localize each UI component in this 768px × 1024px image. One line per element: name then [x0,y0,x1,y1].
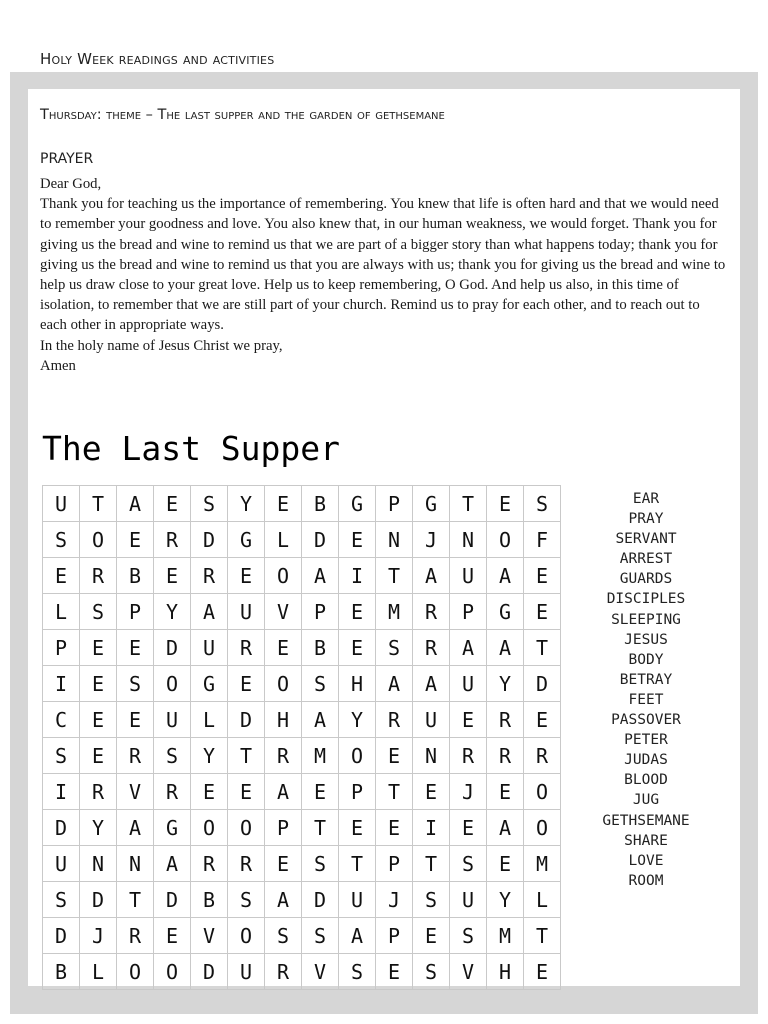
grid-cell[interactable]: J [80,918,117,954]
grid-cell[interactable]: A [487,810,524,846]
grid-cell[interactable]: E [80,702,117,738]
grid-cell[interactable]: L [265,522,302,558]
grid-cell[interactable]: O [265,666,302,702]
word-list-item: JUG [632,792,660,809]
grid-cell[interactable]: H [339,666,376,702]
grid-cell[interactable]: E [154,918,191,954]
grid-cell[interactable]: S [413,882,450,918]
grid-cell[interactable]: M [376,594,413,630]
grid-cell[interactable]: H [265,702,302,738]
grid-cell[interactable]: V [265,594,302,630]
word-list-item: SERVANT [615,531,677,548]
grid-cell[interactable]: R [265,954,302,990]
grid-cell[interactable]: D [43,918,80,954]
grid-cell[interactable]: E [450,702,487,738]
grid-cell[interactable]: R [191,558,228,594]
grid-cell[interactable]: E [228,558,265,594]
grid-cell[interactable]: E [376,954,413,990]
grid-cell[interactable]: B [117,558,154,594]
grid-cell[interactable]: R [80,558,117,594]
grid-cell[interactable]: P [376,918,413,954]
word-list-item: LOVE [628,852,664,869]
grid-cell[interactable]: D [43,810,80,846]
grid-cell[interactable]: T [524,918,561,954]
grid-row [43,486,561,522]
grid-cell[interactable]: U [339,882,376,918]
grid-cell[interactable]: R [80,774,117,810]
grid-cell[interactable]: M [524,846,561,882]
grid-cell[interactable]: E [154,558,191,594]
prayer-greeting: Dear God, [40,176,102,192]
grid-cell[interactable]: F [524,522,561,558]
grid-cell[interactable]: S [339,954,376,990]
grid-cell[interactable]: B [302,630,339,666]
grid-cell[interactable]: E [376,738,413,774]
grid-cell[interactable]: T [413,846,450,882]
grid-cell[interactable]: U [450,882,487,918]
grid-cell[interactable]: O [191,810,228,846]
grid-cell[interactable]: U [191,630,228,666]
grid-cell[interactable]: R [154,522,191,558]
grid-cell[interactable]: A [154,846,191,882]
grid-cell[interactable]: T [80,486,117,522]
grid-cell[interactable]: V [191,918,228,954]
page-header: Holy Week readings and activities [40,50,275,68]
grid-cell[interactable]: O [524,810,561,846]
grid-cell[interactable]: G [487,594,524,630]
theme-heading: Thursday: theme – The last supper and the garden of gethsemane [40,107,445,123]
word-list-item: EAR [632,491,660,507]
grid-row [43,810,561,846]
grid-cell[interactable]: R [228,846,265,882]
grid-cell[interactable]: E [117,702,154,738]
prayer-body: Thank you for teaching us the importance of remembering. You knew that life is often hard and that we would need to remember your goodness and love. You also knew that, in our human weakness, we would forget. Thank you for giving us the bread and wine to remind us that we are part of a bigger story than what happens today; thank you for giving us the bread and wine to remind us that you are always with us; thank you for giving us the bread and wine to help us draw close to your great love. Help us to keep remembering, O God. And help us also, in this time of isolation, to remember that we are still part of your church. Remind us to pray for each other, and to reach out to each other in appropriate ways. [40,196,726,334]
grid-cell[interactable]: E [191,774,228,810]
grid-cell[interactable]: E [228,666,265,702]
grid-cell[interactable]: O [80,522,117,558]
grid-row [43,882,561,918]
grid-row [43,702,561,738]
word-search-title: The Last Supper [42,429,341,468]
grid-cell[interactable]: N [117,846,154,882]
grid-cell[interactable]: S [524,486,561,522]
grid-cell[interactable]: J [450,774,487,810]
grid-cell[interactable]: U [43,486,80,522]
grid-cell[interactable]: N [80,846,117,882]
grid-cell[interactable]: E [228,774,265,810]
grid-cell[interactable]: U [450,558,487,594]
grid-cell[interactable]: J [376,882,413,918]
grid-cell[interactable]: O [154,666,191,702]
grid-cell[interactable]: D [80,882,117,918]
grid-cell[interactable]: D [191,522,228,558]
grid-cell[interactable]: R [117,738,154,774]
grid-cell[interactable]: E [524,558,561,594]
grid-cell[interactable]: E [265,846,302,882]
grid-cell[interactable]: T [117,882,154,918]
grid-cell[interactable]: P [339,774,376,810]
grid-cell[interactable]: S [80,594,117,630]
grid-cell[interactable]: S [302,666,339,702]
grid-cell[interactable]: E [339,522,376,558]
grid-cell[interactable]: E [450,810,487,846]
grid-cell[interactable]: T [302,810,339,846]
grid-cell[interactable]: R [413,594,450,630]
grid-cell[interactable]: A [191,594,228,630]
grid-cell[interactable]: O [339,738,376,774]
grid-cell[interactable]: M [487,918,524,954]
grid-cell[interactable]: Y [487,666,524,702]
grid-cell[interactable]: D [524,666,561,702]
word-list-item: GUARDS [619,571,673,588]
grid-cell[interactable]: S [302,918,339,954]
grid-cell[interactable]: M [302,738,339,774]
grid-cell[interactable]: E [413,918,450,954]
grid-cell[interactable]: P [43,630,80,666]
grid-cell[interactable]: A [487,630,524,666]
grid-cell[interactable]: I [43,774,80,810]
grid-cell[interactable]: R [413,630,450,666]
grid-cell[interactable]: T [339,846,376,882]
grid-cell[interactable]: B [43,954,80,990]
grid-row [43,558,561,594]
grid-cell[interactable]: A [265,774,302,810]
grid-cell[interactable]: B [302,486,339,522]
grid-cell[interactable]: E [487,774,524,810]
grid-cell[interactable]: T [450,486,487,522]
grid-row [43,954,561,990]
grid-cell[interactable]: N [413,738,450,774]
content-panel [28,89,740,986]
grid-cell[interactable]: T [376,558,413,594]
grid-cell[interactable]: R [154,774,191,810]
grid-cell[interactable]: O [228,918,265,954]
grid-cell[interactable]: O [265,558,302,594]
grid-cell[interactable]: O [117,954,154,990]
grid-cell[interactable]: P [302,594,339,630]
grid-cell[interactable]: C [43,702,80,738]
grid-cell[interactable]: R [524,738,561,774]
grid-cell[interactable]: U [228,594,265,630]
grid-cell[interactable]: E [117,522,154,558]
prayer-heading: PRAYER [40,151,94,167]
grid-row [43,738,561,774]
grid-cell[interactable]: E [524,702,561,738]
grid-cell[interactable]: S [302,846,339,882]
grid-cell[interactable]: D [302,522,339,558]
grid-cell[interactable]: U [154,702,191,738]
grid-cell[interactable]: S [154,738,191,774]
word-list-item: BODY [628,651,664,668]
grid-cell[interactable]: O [228,810,265,846]
grid-cell[interactable]: E [80,666,117,702]
grid-cell[interactable]: A [265,882,302,918]
content-frame [10,72,758,1014]
prayer-amen: Amen [40,357,76,374]
grid-cell[interactable]: Y [154,594,191,630]
grid-cell[interactable]: T [228,738,265,774]
grid-cell[interactable]: A [117,810,154,846]
grid-cell[interactable]: S [191,486,228,522]
grid-cell[interactable]: E [117,630,154,666]
word-list-item: BETRAY [619,671,673,688]
grid-cell[interactable]: R [265,738,302,774]
grid-cell[interactable]: E [376,810,413,846]
grid-cell[interactable]: A [339,918,376,954]
grid-cell[interactable]: L [191,702,228,738]
grid-cell[interactable]: N [376,522,413,558]
grid-cell[interactable]: U [228,954,265,990]
grid-cell[interactable]: I [413,810,450,846]
grid-cell[interactable]: E [487,846,524,882]
grid-cell[interactable]: S [43,882,80,918]
grid-cell[interactable]: A [302,702,339,738]
grid-cell[interactable]: E [265,630,302,666]
word-list-item: ARREST [619,551,673,568]
grid-cell[interactable]: L [43,594,80,630]
grid-cell[interactable]: S [376,630,413,666]
grid-cell[interactable]: R [487,702,524,738]
grid-cell[interactable]: N [450,522,487,558]
grid-cell[interactable]: R [191,846,228,882]
grid-cell[interactable]: R [228,630,265,666]
grid-cell[interactable]: E [302,774,339,810]
grid-cell[interactable]: S [265,918,302,954]
grid-cell[interactable]: Y [228,486,265,522]
word-search-grid [42,485,561,990]
grid-cell[interactable]: E [339,810,376,846]
grid-cell[interactable]: E [413,774,450,810]
grid-row [43,594,561,630]
grid-cell[interactable]: E [80,630,117,666]
word-list-item: SLEEPING [611,611,681,628]
word-list-item: ROOM [628,872,664,889]
grid-cell[interactable]: A [302,558,339,594]
word-list-item: JESUS [624,631,668,648]
grid-cell[interactable]: R [487,738,524,774]
grid-cell[interactable]: S [43,522,80,558]
prayer-closing: In the holy name of Jesus Christ we pray, [40,337,283,354]
word-list-item: JUDAS [624,752,668,769]
word-list [596,489,696,891]
grid-cell[interactable]: Y [339,702,376,738]
grid-cell[interactable]: P [117,594,154,630]
grid-cell[interactable]: I [339,558,376,594]
grid-cell[interactable]: D [302,882,339,918]
grid-cell[interactable]: R [376,702,413,738]
word-list-item: PASSOVER [611,712,681,729]
grid-cell[interactable]: A [413,558,450,594]
grid-cell[interactable]: A [487,558,524,594]
grid-cell[interactable]: S [43,738,80,774]
grid-cell[interactable]: U [450,666,487,702]
grid-cell[interactable]: R [117,918,154,954]
grid-cell[interactable]: H [487,954,524,990]
grid-row [43,846,561,882]
grid-cell[interactable]: V [117,774,154,810]
grid-cell[interactable]: S [117,666,154,702]
grid-cell[interactable]: L [524,882,561,918]
grid-cell[interactable]: G [154,810,191,846]
grid-cell[interactable]: A [376,666,413,702]
grid-cell[interactable]: D [154,882,191,918]
word-list-item: PETER [624,732,668,749]
grid-cell[interactable]: E [339,630,376,666]
grid-cell[interactable]: G [413,486,450,522]
grid-cell[interactable]: R [450,738,487,774]
grid-cell[interactable]: P [376,846,413,882]
grid-cell[interactable]: Y [487,882,524,918]
grid-cell[interactable]: E [339,594,376,630]
grid-cell[interactable]: E [524,594,561,630]
grid-row [43,666,561,702]
grid-row [43,522,561,558]
grid-cell[interactable]: Y [80,810,117,846]
grid-cell[interactable]: S [450,846,487,882]
grid-cell[interactable]: U [43,846,80,882]
grid-cell[interactable]: P [376,486,413,522]
grid-cell[interactable]: E [80,738,117,774]
grid-cell[interactable]: E [43,558,80,594]
grid-row [43,918,561,954]
grid-cell[interactable]: J [413,522,450,558]
grid-cell[interactable]: O [154,954,191,990]
grid-cell[interactable]: T [524,630,561,666]
word-list-item: PRAY [628,511,664,528]
grid-cell[interactable]: A [450,630,487,666]
grid-cell[interactable]: V [302,954,339,990]
grid-cell[interactable]: E [487,486,524,522]
grid-cell[interactable]: P [265,810,302,846]
grid-row [43,774,561,810]
grid-cell[interactable]: E [524,954,561,990]
grid-cell[interactable]: B [191,882,228,918]
grid-cell[interactable]: S [450,918,487,954]
grid-cell[interactable]: D [228,702,265,738]
grid-cell[interactable]: D [191,954,228,990]
grid-cell[interactable]: Y [191,738,228,774]
grid-cell[interactable]: L [80,954,117,990]
grid-cell[interactable]: I [43,666,80,702]
grid-cell[interactable]: T [376,774,413,810]
grid-cell[interactable]: A [413,666,450,702]
word-list-item: BLOOD [624,772,668,789]
grid-row [43,630,561,666]
word-list-item: DISCIPLES [606,591,686,608]
grid-cell[interactable]: P [450,594,487,630]
grid-cell[interactable]: O [524,774,561,810]
word-list-item: GETHSEMANE [602,812,690,829]
word-list-item: FEET [628,691,664,708]
grid-cell[interactable]: A [117,486,154,522]
grid-cell[interactable]: U [413,702,450,738]
grid-cell[interactable]: G [228,522,265,558]
grid-cell[interactable]: E [265,486,302,522]
grid-cell[interactable]: S [228,882,265,918]
grid-cell[interactable]: E [154,486,191,522]
prayer-text [40,174,730,376]
grid-cell[interactable]: O [487,522,524,558]
word-list-item: SHARE [624,832,668,849]
grid-cell[interactable]: G [191,666,228,702]
grid-cell[interactable]: S [413,954,450,990]
grid-cell[interactable]: G [339,486,376,522]
grid-cell[interactable]: D [154,630,191,666]
grid-cell[interactable]: V [450,954,487,990]
